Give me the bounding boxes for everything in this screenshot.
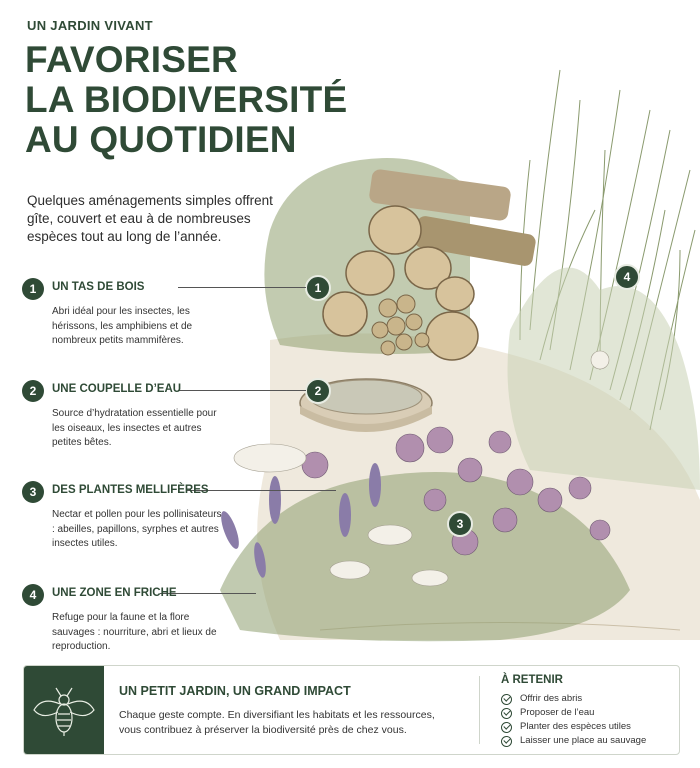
leader-line-2	[178, 390, 306, 391]
leader-line-1	[178, 287, 306, 288]
item-number: 3	[22, 481, 44, 503]
title-line-3: AU QUOTIDIEN	[25, 119, 297, 160]
item-number: 1	[22, 278, 44, 300]
impact-text: Chaque geste compte. En diversifiant les habitats et les ressources, vous contribuez à préserver la biodiversité près de chez vous.	[119, 709, 435, 736]
item-title: UNE COUPELLE D’EAU	[52, 383, 182, 395]
retain-title: À RETENIR	[501, 674, 563, 686]
item-title: DES PLANTES MELLIFÈRES	[52, 484, 209, 496]
impact-panel	[23, 665, 680, 755]
check-icon	[501, 722, 512, 733]
divider	[479, 676, 480, 744]
title-line-2: LA BIODIVERSITÉ	[25, 79, 348, 120]
check-icon	[501, 694, 512, 705]
item-description: Refuge pour la faune et la flore sauvages : nourriture, abri et lieux de reproduction.	[52, 612, 217, 652]
retain-item: Laisser une place au sauvage	[501, 734, 646, 748]
item-title: UN TAS DE BOIS	[52, 281, 145, 293]
item-description: Nectar et pollen pour les pollinisateurs : abeilles, papillons, syrphes et autres insectes utiles.	[52, 509, 222, 549]
item-description: Source d’hydratation essentielle pour les oiseaux, les insectes et autres petites bêtes.	[52, 408, 217, 448]
item-number: 2	[22, 380, 44, 402]
item-title: UNE ZONE EN FRICHE	[52, 587, 177, 599]
retain-list	[501, 692, 646, 748]
intro-text: Quelques aménagements simples offrent gîte, couvert et eau à de nombreuses espèces tout au long de l’année.	[27, 193, 273, 244]
retain-item: Proposer de l’eau	[501, 706, 646, 720]
marker-3[interactable]: 3	[447, 511, 473, 537]
marker-1[interactable]: 1	[305, 275, 331, 301]
kicker: UN JARDIN VIVANT	[27, 18, 153, 33]
retain-item: Offrir des abris	[501, 692, 646, 706]
impact-title: UN PETIT JARDIN, UN GRAND IMPACT	[119, 684, 351, 698]
bee-icon	[24, 666, 104, 754]
retain-item: Planter des espèces utiles	[501, 720, 646, 734]
item-number: 4	[22, 584, 44, 606]
marker-2[interactable]: 2	[305, 378, 331, 404]
item-description: Abri idéal pour les insectes, les hérissons, les amphibiens et de nombreux petits mammifères.	[52, 306, 193, 346]
bee-icon-box	[24, 666, 104, 754]
marker-4[interactable]: 4	[614, 264, 640, 290]
garden-illustration	[200, 30, 700, 650]
check-icon	[501, 736, 512, 747]
title-line-1: FAVORISER	[25, 39, 238, 80]
check-icon	[501, 708, 512, 719]
